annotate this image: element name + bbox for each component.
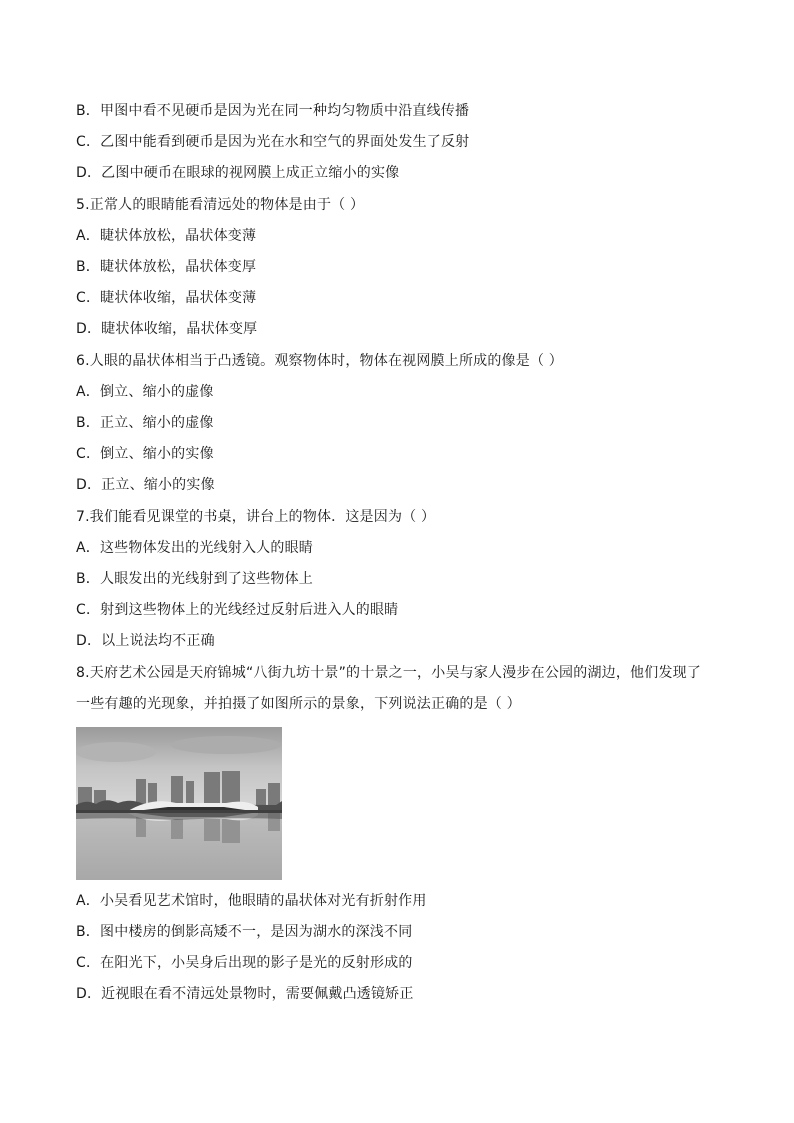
q4-option-d: D．乙图中硬币在眼球的视网膜上成正立缩小的实像 [76, 165, 400, 181]
q4-option-c: C．乙图中能看到硬币是因为光在水和空气的界面处发生了反射 [76, 134, 470, 150]
q8-stem-line1: 8.天府艺术公园是天府锦城“八街九坊十景”的十景之一，小吴与家人漫步在公园的湖边，他们发现了 [76, 665, 702, 681]
q4-option-b: B．甲图中看不见硬币是因为光在同一种均匀物质中沿直线传播 [76, 103, 470, 119]
q8-stem-line2: 一些有趣的光现象，并拍摄了如图所示的景象，下列说法正确的是（ ） [76, 696, 521, 712]
q7-option-c: C．射到这些物体上的光线经过反射后进入人的眼睛 [76, 602, 399, 618]
q8-option-a: A．小吴看见艺术馆时，他眼睛的晶状体对光有折射作用 [76, 893, 427, 909]
q7-option-b: B．人眼发出的光线射到了这些物体上 [76, 571, 314, 587]
q7-option-d: D．以上说法均不正确 [76, 633, 215, 649]
q5-option-d: D．睫状体收缩，晶状体变厚 [76, 321, 258, 337]
q7-stem: 7.我们能看见课堂的书桌，讲台上的物体．这是因为（ ） [76, 509, 436, 525]
q8-option-b: B．图中楼房的倒影高矮不一，是因为湖水的深浅不同 [76, 924, 413, 940]
q6-option-d: D．正立、缩小的实像 [76, 477, 215, 493]
q5-stem: 5.正常人的眼睛能看清远处的物体是由于（ ） [76, 197, 365, 213]
q8-option-c: C．在阳光下，小吴身后出现的影子是光的反射形成的 [76, 955, 413, 971]
q6-stem: 6.人眼的晶状体相当于凸透镜。观察物体时，物体在视网膜上所成的像是（ ） [76, 353, 564, 369]
q5-option-b: B．睫状体放松，晶状体变厚 [76, 259, 257, 275]
q6-option-a: A．倒立、缩小的虚像 [76, 384, 214, 400]
q7-option-a: A．这些物体发出的光线射入人的眼睛 [76, 540, 313, 556]
q8-option-d: D．近视眼在看不清远处景物时，需要佩戴凸透镜矫正 [76, 986, 414, 1002]
q5-option-a: A．睫状体放松，晶状体变薄 [76, 228, 257, 244]
lake-art-museum-photo [76, 727, 282, 880]
q6-option-c: C．倒立、缩小的实像 [76, 446, 214, 462]
q6-option-b: B．正立、缩小的虚像 [76, 415, 214, 431]
q5-option-c: C．睫状体收缩，晶状体变薄 [76, 290, 257, 306]
